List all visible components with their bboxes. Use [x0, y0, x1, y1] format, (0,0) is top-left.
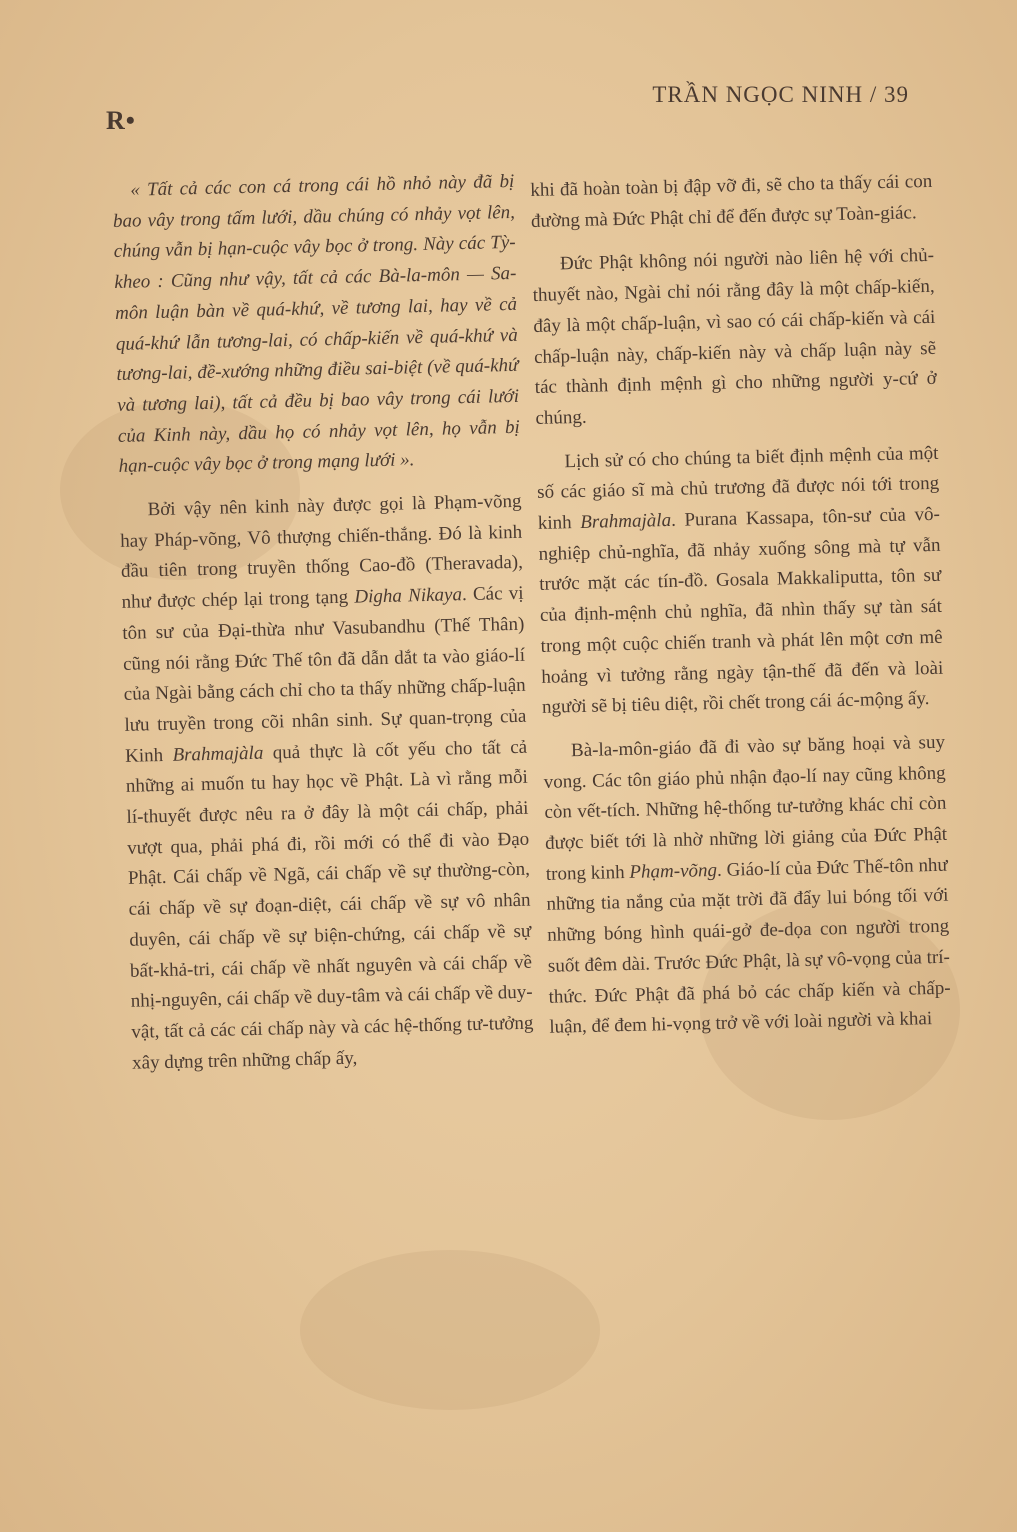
- paragraph: Lịch sử có cho chúng ta biết định mệnh của một số các giáo sĩ mà chủ trương đã được nói tới trong kinh Brahmajàla. Purana Kassapa, tôn-sư của vô-nghiệp chủ-nghĩa, đã nhảy xuống sông mà tự vẫn trước mặt các tín-đồ. Gosala Makkaliputta, tôn sư của định-mệnh chủ nghĩa, đã nhìn thấy sự tàn sát trong một cuộc chiến tranh và phát lên một cơn mê hoảng vì tưởng rằng ngày tận-thế đã đến và loài người sẽ bị tiêu diệt, rồi chết trong cái ác-mộng ấy.: [536, 442, 944, 719]
- italic-term: Digha Nikaya: [354, 584, 463, 608]
- paragraph-continued: khi đã hoàn toàn bị đập vỡ đi, sẽ cho ta thấy cái con đường mà Đức Phật chỉ để đến được sự Toàn-giác.: [530, 170, 933, 232]
- italic-term: Brahmajàla: [172, 742, 264, 766]
- paragraph: Đức Phật không nói người nào liên hệ với chủ-thuyết nào, Ngài chỉ nói rằng đây là một chấp-kiến, đây là một chấp-luận, vì sao có cái chấp-kiến và cái chấp-luận này, chấp-kiến này và chấp luận này sẽ tác thành định mệnh gì cho những người y-cứ ở chúng.: [532, 245, 937, 429]
- paper-stain: [300, 1250, 600, 1410]
- italic-term: Brahmajàla: [580, 509, 672, 533]
- signature-mark: R•: [106, 106, 136, 135]
- running-head: TRẦN NGỌC NINH / 39: [652, 82, 909, 107]
- right-column: [530, 167, 952, 1044]
- paragraph: Bà-la-môn-giáo đã đi vào sự băng hoại và suy vong. Các tôn giáo phủ nhận đạo-lí nay cũng không còn vết-tích. Những hệ-thống tư-tưởng khác chỉ còn được biết tới là nhờ những lời giảng của Đức Phật trong kinh Phạm-võng. Giáo-lí của Đức Thế-tôn như những tia nắng của mặt trời đã đẩy lui bóng tối với những bóng hình quái-gở đe-dọa con người trong suốt đêm dài. Trước Đức Phật, là sự vô-vọng của trí-thức. Đức Phật đã phá bỏ các chấp kiến và chấp-luận, để đem hi-vọng trở về với loài người và khai: [543, 731, 951, 1039]
- sutra-quote: « Tất cả các con cá trong cái hồ nhỏ này đã bị bao vây trong tấm lưới, dầu chúng có nhảy vọt lên, chúng vẫn bị hạn-cuộc vây bọc ở trong. Này các Tỳ-kheo : Cũng như vậy, tất cả các Bà-la-môn — Sa-môn luận bàn về quá-khứ, về tương lai, hay về cả quá-khứ lẫn tương-lai, có chấp-kiến về quá-khứ và tương-lai, đề-xướng những điều sai-biệt (về quá-khứ và tương lai), tất cả đều bị bao vây trong cái lưới của Kinh này, dầu họ có nhảy vọt lên, họ vẫn bị hạn-cuộc vây bọc ở trong mạng lưới ».: [112, 170, 521, 478]
- paragraph: Bởi vậy nên kinh này được gọi là Phạm-võng hay Pháp-võng, Vô thượng chiến-thắng. Đó là kinh đầu tiên trong truyền thống Cao-đồ (Theravada), như được chép lại trong tạng Digha Nikaya. Các vị tôn sư của Đại-thừa như Vasubandhu (Thế Thân) cũng nói rằng Đức Thế tôn đã dẫn dắt ta vào giáo-lí của Ngài bằng cách chỉ cho ta thấy những chấp-luận lưu truyền trong cõi nhân sinh. Sự quan-trọng của Kinh Brahmajàla quả thực là cốt yếu cho tất cả những ai muốn tu hay học về Phật. Là vì rằng mỗi lí-thuyết được nêu ra ở đây là một cái chấp, phải vượt qua, phải phá đi, rồi mới có thể đi vào Đạo Phật. Cái chấp về Ngã, cái chấp về sự thường-còn, cái chấp về sự đoạn-diệt, cái chấp về sự vô nhân duyên, cái chấp về sự biện-chứng, cái chấp về sự bất-khả-tri, cái chấp về nhất nguyên và cái chấp về nhị-nguyên, cái chấp về duy-tâm và cái chấp về duy-vật, tất cả các cái chấp này và các hệ-thống tư-tưởng xây dựng trên những chấp ấy,: [120, 490, 534, 1074]
- italic-term: Phạm-võng: [629, 859, 718, 883]
- left-column: [112, 167, 534, 1079]
